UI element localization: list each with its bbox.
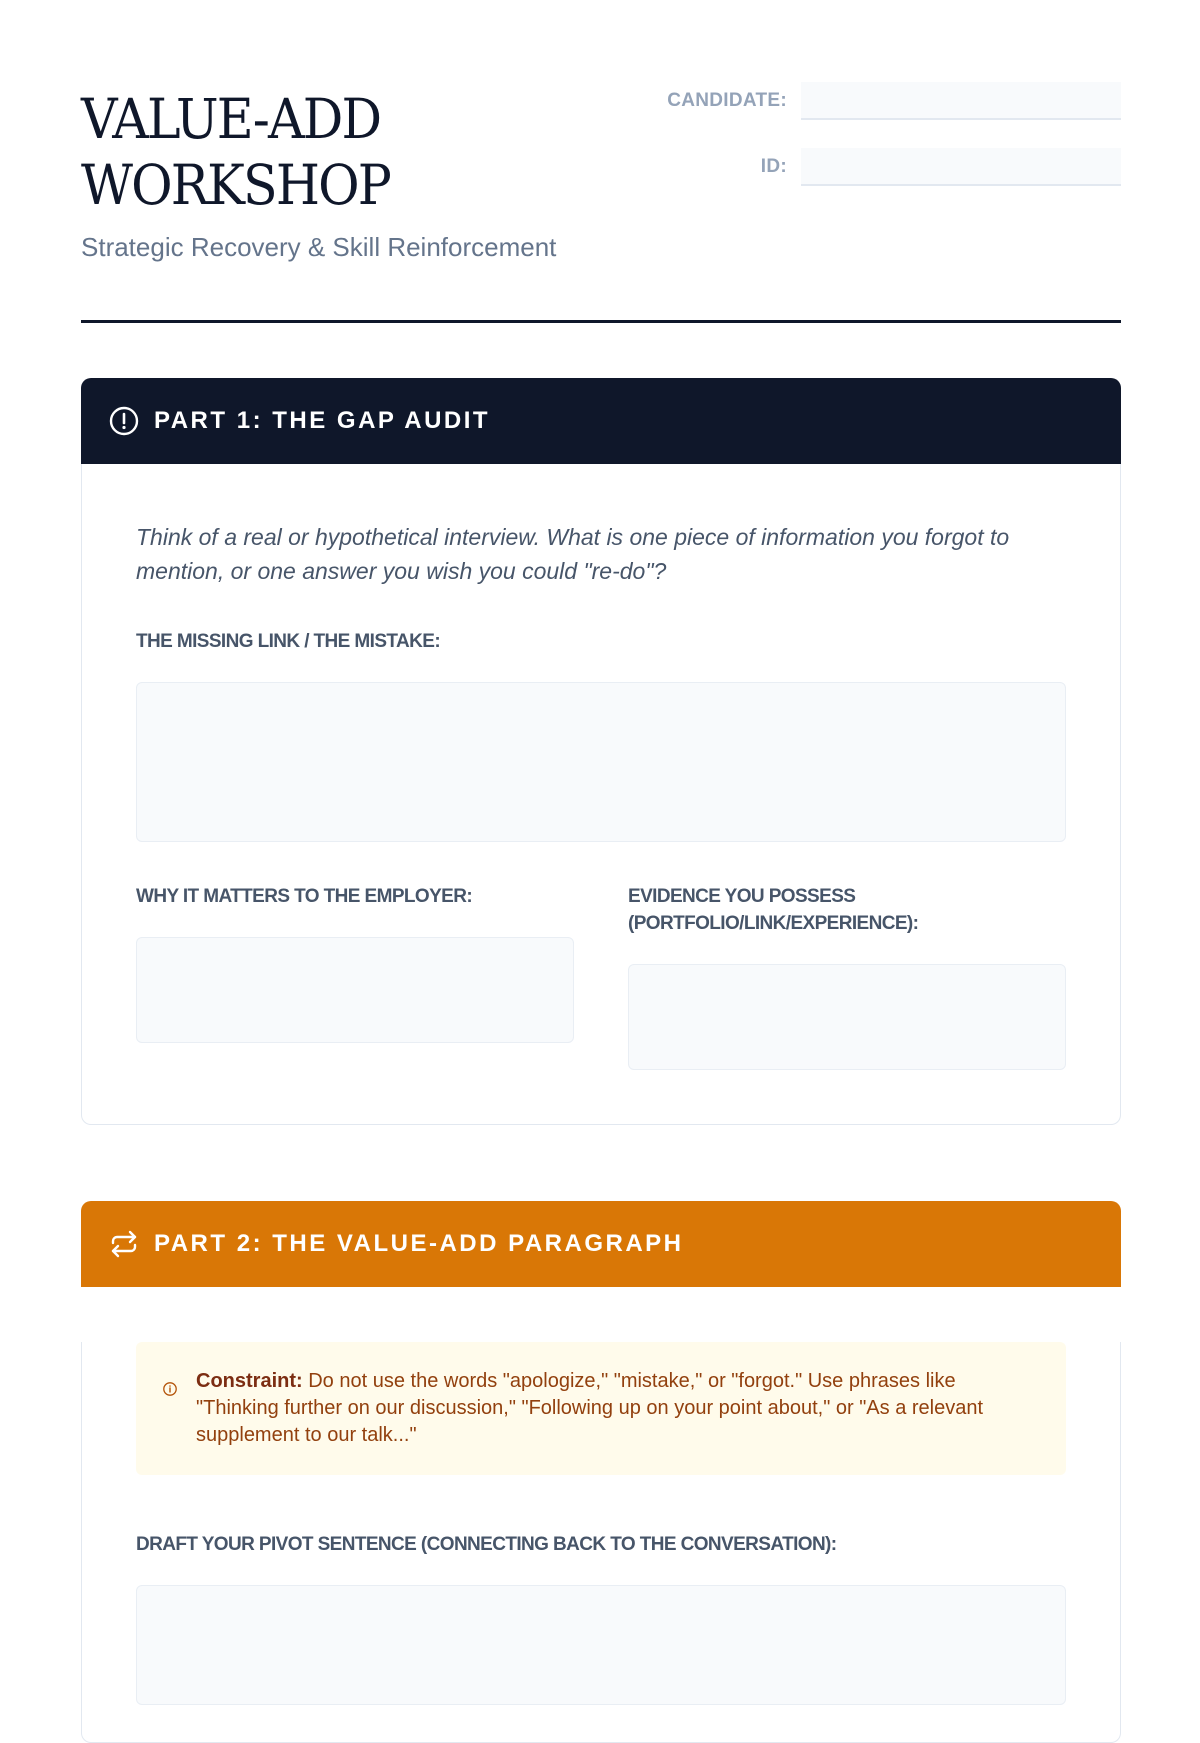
page-title (81, 86, 390, 218)
constraint-label: Constraint: (196, 1370, 303, 1392)
worksheet-page (81, 0, 1121, 1555)
why-matters-label: WHY IT MATTERS TO THE EMPLOYER: (136, 886, 473, 907)
part-1-prompt: Think of a real or hypothetical interview. What is one piece of information you forgot to mention, or one answer you wish you could "re-do"? (136, 524, 1010, 584)
page-subtitle: Strategic Recovery & Skill Reinforcement (81, 232, 557, 262)
candidate-meta (641, 81, 1121, 213)
pivot-sentence-label: DRAFT YOUR PIVOT SENTENCE (CONNECTING BACK TO THE CONVERSATION): (136, 1534, 837, 1555)
part-1-header (81, 378, 1121, 464)
evidence-label: EVIDENCE YOU POSSESS (PORTFOLIO/LINK/EXPERIENCE): (628, 886, 919, 934)
part-2-body (81, 1342, 1121, 1743)
id-label: ID: (760, 156, 787, 177)
part-1-columns (136, 883, 1066, 1070)
candidate-row (641, 81, 1121, 121)
page-title-line-1: VALUE-ADD (81, 87, 381, 151)
part-2-header (81, 1201, 1121, 1287)
info-icon (162, 1381, 178, 1397)
constraint-body: Do not use the words "apologize," "mistake," or "forgot." Use phrases like "Thinking further on our discussion," "Following up on your point about," or "As a relevant supplement to our talk..." (196, 1370, 984, 1446)
why-matters-column (136, 883, 574, 1070)
candidate-label: CANDIDATE: (667, 90, 787, 111)
header-divider (81, 320, 1121, 323)
part-1-body (81, 464, 1121, 1125)
id-row (641, 147, 1121, 187)
repeat-arrows-icon (108, 1228, 140, 1260)
evidence-column (628, 883, 1066, 1070)
pivot-sentence-textarea[interactable] (136, 1585, 1066, 1705)
part-1-title: PART 1: THE GAP AUDIT (154, 407, 491, 434)
constraint-callout (136, 1342, 1066, 1475)
alert-circle-icon (108, 405, 140, 437)
part-2-section (81, 1201, 1121, 1743)
part-1-section (81, 378, 1121, 1125)
missing-link-label: THE MISSING LINK / THE MISTAKE: (136, 631, 441, 652)
why-matters-textarea[interactable] (136, 937, 574, 1043)
page-title-line-2: WORKSHOP (81, 153, 391, 217)
constraint-text (196, 1368, 1036, 1449)
evidence-textarea[interactable] (628, 964, 1066, 1070)
candidate-input[interactable] (801, 82, 1121, 120)
part-2-title: PART 2: THE VALUE-ADD PARAGRAPH (154, 1230, 684, 1257)
missing-link-textarea[interactable] (136, 682, 1066, 842)
worksheet-header (81, 0, 1121, 322)
id-input[interactable] (801, 148, 1121, 186)
